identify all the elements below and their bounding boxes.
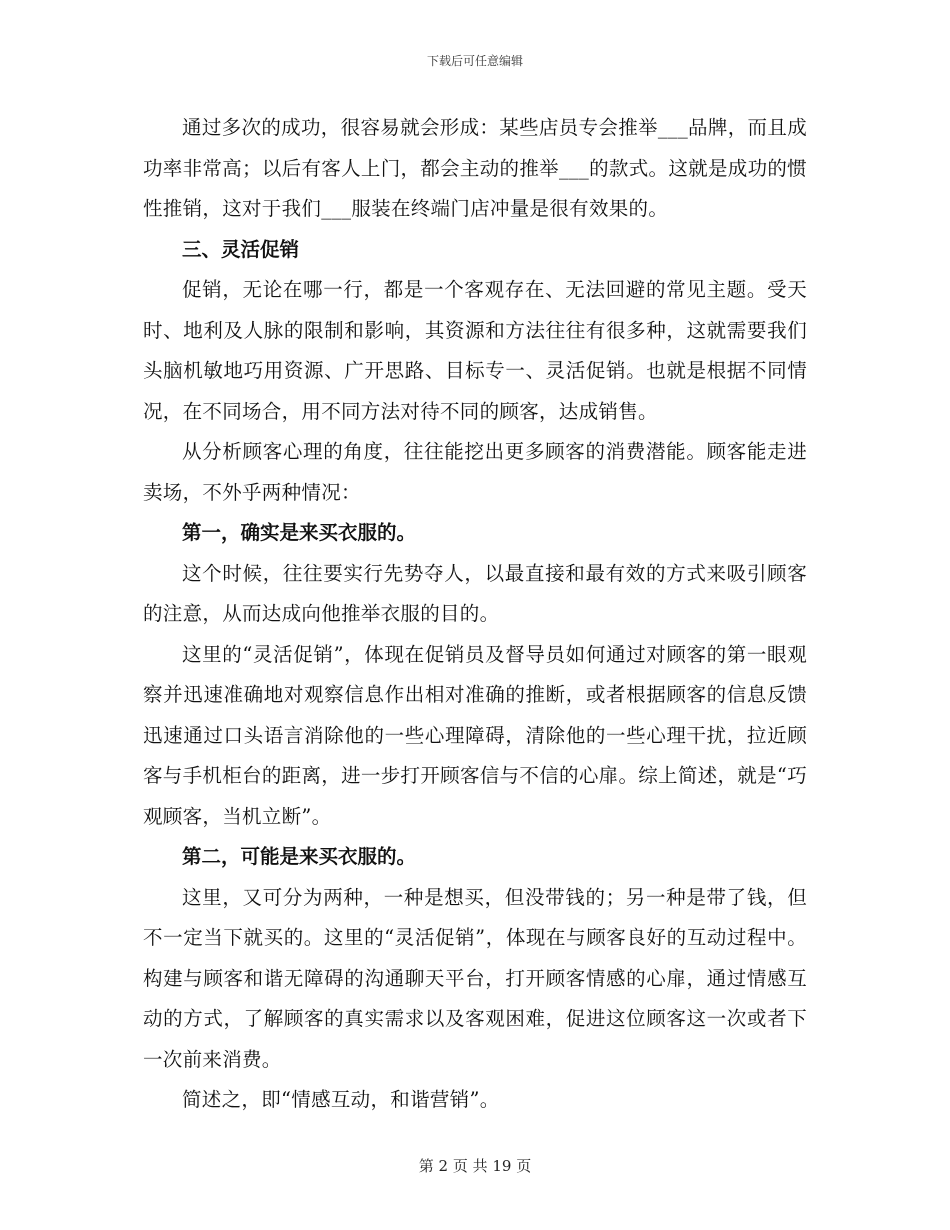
paragraph: 这个时候，往往要实行先势夺人，以最直接和最有效的方式来吸引顾客的注意，从而达成向他推举衣服的目的。 — [143, 561, 807, 625]
paragraph: 从分析顾客心理的角度，往往能挖出更多顾客的消费潜能。顾客能走进卖场，不外乎两种情况： — [143, 440, 807, 504]
page-number: 第 2 页 共 19 页 — [418, 1157, 532, 1175]
paragraph: 促销，无论在哪一行，都是一个客观存在、无法回避的常见主题。受天时、地利及人脉的限制和影响，其资源和方法往往有很多种，这就需要我们头脑机敏地巧用资源、广开思路、目标专一、灵活促销。也就是根据不同情况，在不同场合，用不同方法对待不同的顾客，达成销售。 — [143, 278, 807, 423]
section-heading: 三、灵活促销 — [182, 237, 300, 261]
paragraph: 简述之，即“情感互动，和谐营销”。 — [182, 1088, 500, 1111]
subheading: 第一，确实是来买衣服的。 — [182, 521, 417, 544]
paragraph: 这里，又可分为两种，一种是想买，但没带钱的；另一种是带了钱，但不一定当下就买的。这里的“灵活促销”，体现在与顾客良好的互动过程中。构建与顾客和谐无障碍的沟通聊天平台，打开顾客情感的心扉，通过情感互动的方式，了解顾客的真实需求以及客观困难，促进这位顾客这一次或者下一次前来消费。 — [143, 885, 807, 1071]
paragraph: 通过多次的成功，很容易就会形成：某些店员专会推举___品牌，而且成功率非常高；以后有客人上门，都会主动的推举___的款式。这就是成功的惯性推销，这对于我们___服装在终端门店冲量是很有效果的。 — [143, 116, 807, 220]
subheading: 第二，可能是来买衣服的。 — [182, 845, 417, 868]
page-header: 下载后可任意编辑 — [426, 54, 523, 68]
paragraph: 这里的“灵活促销”，体现在促销员及督导员如何通过对顾客的第一眼观察并迅速准确地对观察信息作出相对准确的推断，或者根据顾客的信息反馈迅速通过口头语言消除他的一些心理障碍，清除他的一些心理干扰，拉近顾客与手机柜台的距离，进一步打开顾客信与不信的心扉。综上简述，就是“巧观顾客，当机立断”。 — [143, 642, 807, 828]
document-body — [143, 108, 807, 1121]
